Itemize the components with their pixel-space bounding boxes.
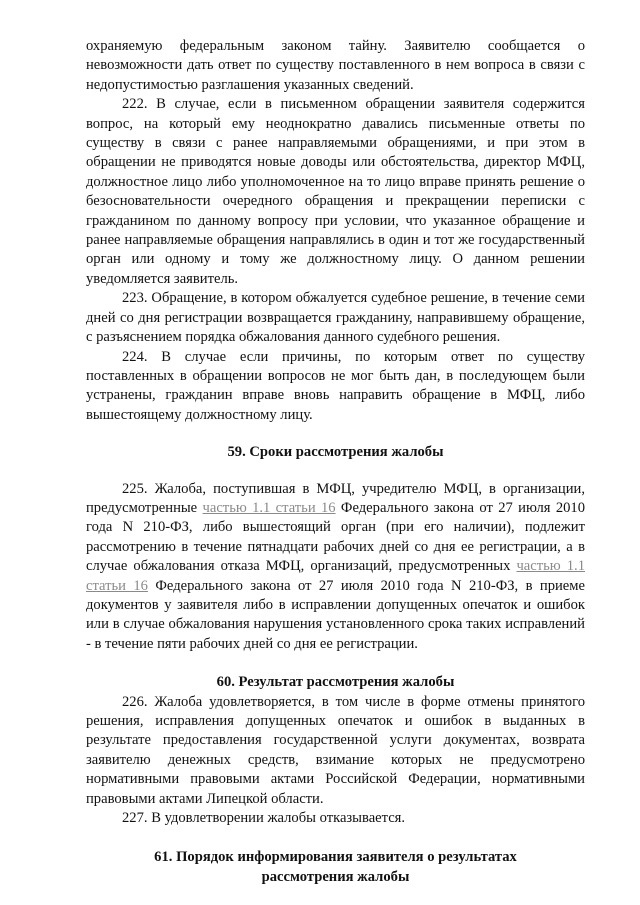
- paragraph-227: 227. В удовлетворении жалобы отказывается.: [122, 810, 406, 827]
- paragraph-225-text-1: 225. Жалоба, поступившая в МФЦ, учредителю МФЦ, в организации, предусмотренные: [86, 480, 585, 516]
- section-heading-61-line-1: 61. Порядок информирования заявителя о результатах: [154, 849, 517, 866]
- paragraph-226: 226. Жалоба удовлетворяется, в том числе в форме отмены принятого решения, исправления допущенных опечаток и ошибок в выданных в результате предоставления государственной услуги документах, возврата заявителю денежных средств, взимание которых не предусмотрено нормативными правовыми актами Российской Федерации, нормативными правовыми актами Липецкой области.: [86, 693, 585, 807]
- paragraph-225: [86, 480, 585, 655]
- law-link-part-1-1-article-16[interactable]: частью 1.1 статьи 16: [202, 499, 336, 516]
- paragraph-224: 224. В случае если причины, по которым ответ по существу поставленных в обращении вопросов не мог быть дан, в последующем были устранены, гражданин вправе вновь направить обращение в МФЦ, либо вышестоящему должностному лицу.: [86, 348, 585, 423]
- paragraph-223: 223. Обращение, в котором обжалуется судебное решение, в течение семи дней со дня регистрации возвращается гражданину, направившему обращение, с разъяснением порядка обжалования данного судебного решения.: [86, 290, 585, 346]
- section-heading-61-line-2: рассмотрения жалобы: [261, 868, 410, 885]
- section-heading-61: [86, 848, 585, 887]
- section-heading-59: 59. Сроки рассмотрения жалобы: [227, 444, 444, 461]
- section-heading-60: 60. Результат рассмотрения жалобы: [216, 674, 455, 691]
- paragraph-225-text-2: Федерального закона от 27 июля 2010 года N 210-ФЗ, либо вышестоящий орган (при его наличии), подлежит рассмотрению в течение пятнадцати рабочих дней со дня ее регистрации, а в случае обжалования отказа МФЦ, организаций, предусмотренных: [86, 499, 586, 575]
- paragraph-221-continuation: охраняемую федеральным законом тайну. Заявителю сообщается о невозможности дать ответ по существу поставленного в нем вопроса в связи с недопустимостью разглашения указанных сведений.: [86, 38, 585, 93]
- law-link-part-1-1-article-16-second[interactable]: частью 1.1 статьи 16: [86, 558, 585, 594]
- paragraph-225-text-3: Федерального закона от 27 июля 2010 года N 210-ФЗ, в приеме документов у заявителя либо в исправлении допущенных опечаток и ошибок или в случае обжалования нарушения установленного срока таких исправлений - в течение пяти рабочих дней со дня ее регистрации.: [86, 577, 585, 652]
- document-body: [86, 37, 585, 887]
- paragraph-222: 222. В случае, если в письменном обращении заявителя содержится вопрос, на который ему неоднократно давались письменные ответы по существу в связи с ранее направляемыми обращениями, и при этом в обращении не приводятся новые доводы или обстоятельства, директор МФЦ, должностное лицо либо уполномоченное на то лицо вправе принять решение о безосновательности очередного обращения и прекращении переписки с гражданином по данному вопросу при условии, что указанное обращение и ранее направляемые обращения направлялись в один и тот же государственный орган или одному и тому же должностному лицу. О данном решении уведомляется заявитель.: [86, 96, 585, 287]
